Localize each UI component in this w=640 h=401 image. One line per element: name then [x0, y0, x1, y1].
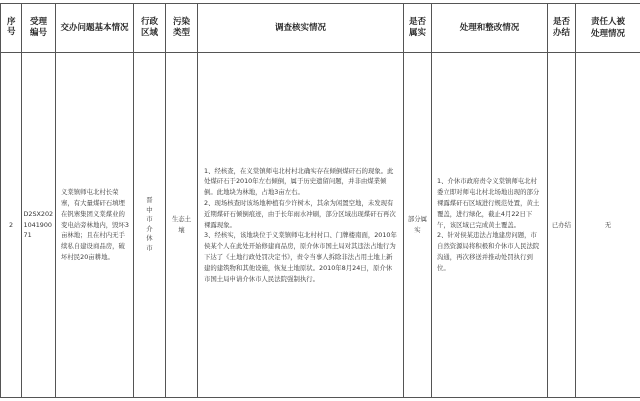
header-verified: 是否属实 [404, 4, 432, 53]
header-handling: 处理和整改情况 [432, 4, 548, 53]
header-region: 行政区域 [134, 4, 166, 53]
table-body [1, 53, 640, 398]
cell-accept-no: D2SX202104190071 [22, 53, 56, 398]
header-issue: 交办问题基本情况 [56, 4, 134, 53]
cell-region: 晋中市介休市 [134, 53, 166, 398]
header-closed: 是否办结 [548, 4, 576, 53]
cell-issue: 义棠镇师屯北村长荣寨，有大量煤矸石填埋在钒寨集团义棠煤业的变电站旁林地内，毁坏3亩林地；且在村内无手续私自建设商品房，破坏村民20亩耕地。 [56, 53, 134, 398]
cell-investigation: 1、经核查，在义棠镇师屯北村村北确实存在倾倒煤矸石的现象。此处煤矸石于2010年左右倾倒，属于历史遗留问题，并非由煤業倾倒。此地块为林地，占地3亩左右。 2、现场核查时该场地种植有少许树木，其余为闲置空地，未发现有近期煤矸石倾倒痕迹，由于长年雨水冲刷，部分区域出现煤矸石再次裸露现象。 3、经核实，该地块位于义棠镇师屯北村村口、门牌楼南面，2010年侯某个人在此处开始修建商品房，原介休市国土局对其违法占地行为下达了《土地行政处罚决定书》，责令当事人拆除非法占用土地上新建的建筑物和其他设施，恢复土地原状。2010年8月24日，原介休市国土局申请介休市人民法院强制执行。 [198, 53, 404, 398]
header-accountability: 责任人被处理情况 [576, 4, 640, 53]
table-row [1, 53, 640, 398]
header-accept-no: 受理编号 [22, 4, 56, 53]
header-investigation: 调查核实情况 [198, 4, 404, 53]
header-pollution-type: 污染类型 [166, 4, 198, 53]
cell-seq: 2 [1, 53, 22, 398]
header-row [1, 4, 640, 53]
inspection-report-table [0, 3, 640, 398]
cell-verified: 部分属实 [404, 53, 432, 398]
header-seq: 序号 [1, 4, 22, 53]
cell-accountability: 无 [576, 53, 640, 398]
cell-pollution-type: 生态土壤 [166, 53, 198, 398]
cell-closed: 已办结 [548, 53, 576, 398]
cell-handling: 1、介休市政府责令义棠镇师屯北村委立即对师屯北村北场地出现的部分裸露煤矸石区域进行规范处置，黄土覆盖，进行绿化，截止4月22日下午，该区域已完成黄土覆盖。 2、针对侯某违法占地建房问题，市自然资源局将积极和介休市人民法院沟通，再次移送并推动处罚执行到位。 [432, 53, 548, 398]
table-header [1, 4, 640, 53]
